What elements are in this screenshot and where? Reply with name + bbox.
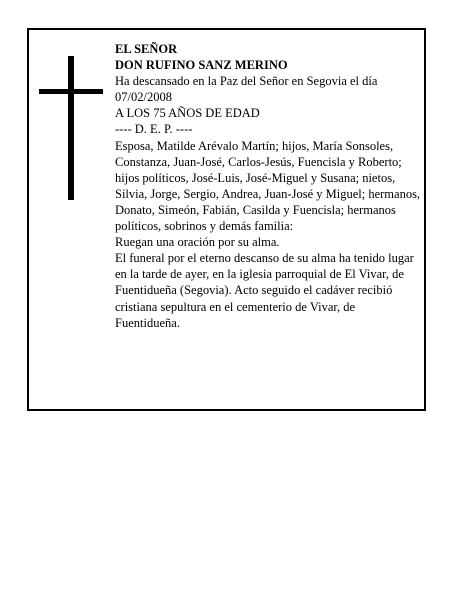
funeral-paragraph: El funeral por el eterno descanso de su alma ha tenido lugar en la tarde de ayer, en la iglesia parroquial de El Vivar, de Fuentidueña (Segovia). Acto seguido el cadáver recibió cristiana sepultura en el cementerio de Vivar, de Fuentidueña. <box>115 251 414 330</box>
cross-horizontal-bar <box>39 89 103 94</box>
rip-line: ---- D. E. P. ---- <box>115 122 193 137</box>
title-line: EL SEÑOR <box>115 42 178 56</box>
cross-vertical-bar <box>68 56 74 200</box>
obituary-notice <box>27 28 426 411</box>
family-list: Esposa, Matilde Arévalo Martín; hijos, María Sonsoles, Constanza, Juan-José, Carlos-Jesús, Fuencisla y Roberto; hijos políticos, José-Luis, José-Miguel y Susana; nietos, Silvia, Jorge, Sergio, Andrea, Juan-José y Miguel; hermanos, Donato, Simeón, Fabián, Casilda y Fuencisla; hermanos políticos, sobrinos y demás familia: <box>115 138 421 234</box>
notice-text <box>115 41 423 331</box>
prayer-line: Ruegan una oración por su alma. <box>115 235 280 250</box>
cross-icon <box>39 56 103 200</box>
deceased-name: DON RUFINO SANZ MERINO <box>115 58 288 73</box>
death-notice: Ha descansado en la Paz del Señor en Segovia el día 07/02/2008 <box>115 74 378 105</box>
age-line: A LOS 75 AÑOS DE EDAD <box>115 106 260 121</box>
